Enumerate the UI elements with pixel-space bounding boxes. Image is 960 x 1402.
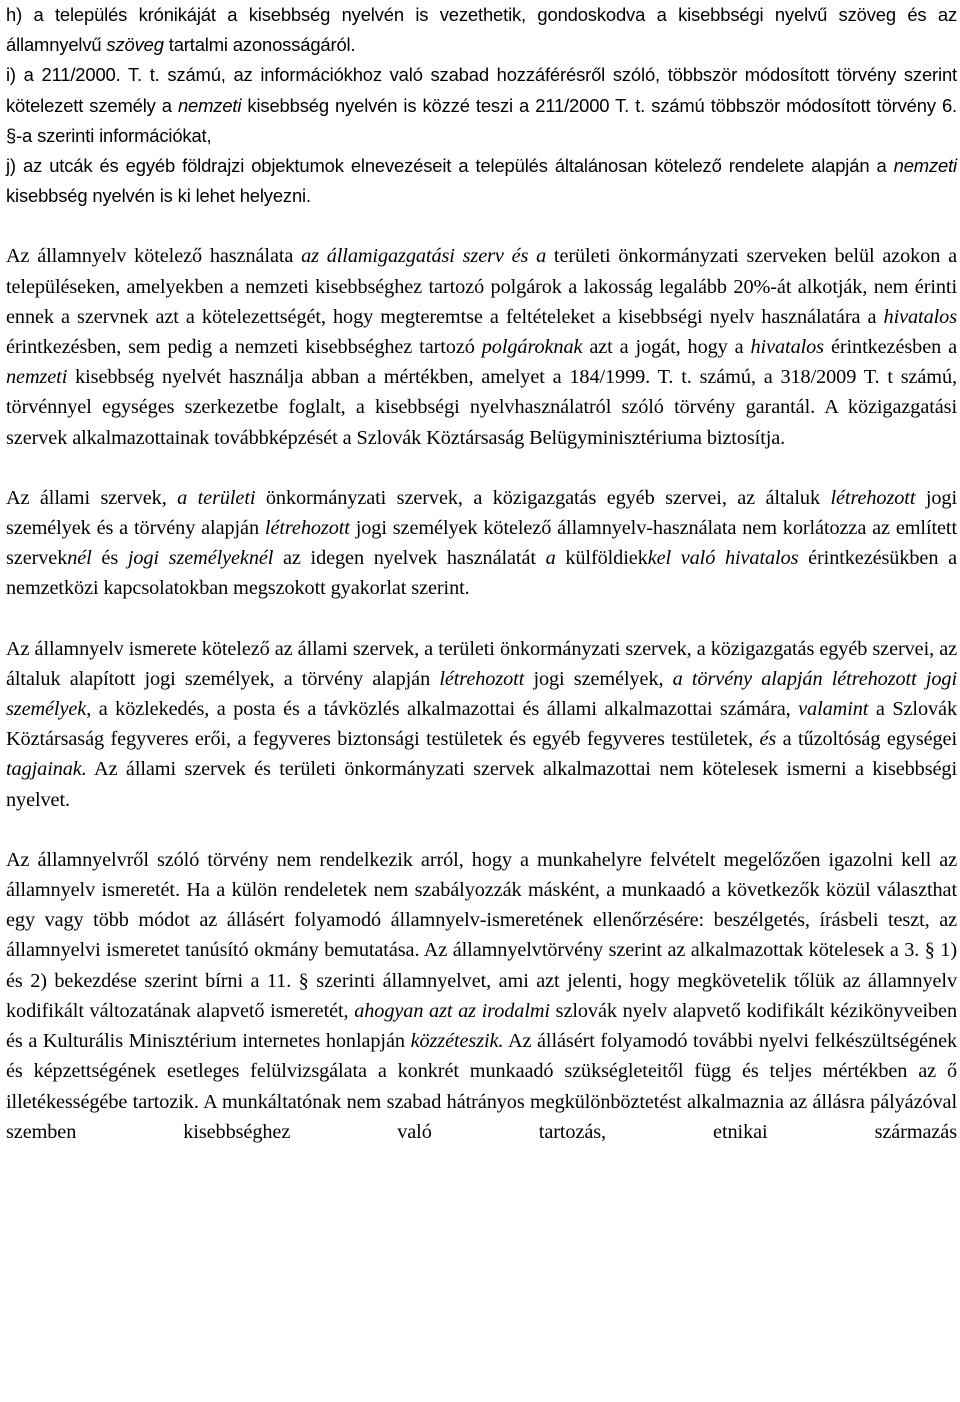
text-run: érintkezésben, sem pedig a nemzeti kisebbséghez tartozó <box>6 336 482 359</box>
italic-run: hivatalos <box>883 305 957 328</box>
text-run: Az állami szervek és területi önkormányzati szervek alkalmazottai nem kötelesek ismerni a kisebbségi nyelvet. <box>6 758 957 811</box>
italic-run: a törvény alapján létrehozott jogi személyek <box>6 667 957 721</box>
text-run: a Szlovák Köztársaság fegyveres erői, a fegyveres biztonsági testületek és egyéb fegyveres testületek, <box>6 698 957 751</box>
text-run: , a közlekedés, a posta és a távközlés alkalmazottai és állami alkalmazottai számára, <box>86 698 799 721</box>
italic-run: a <box>545 547 556 570</box>
italic-run: a területi <box>177 486 256 509</box>
italic-run: kel való hivatalos <box>647 547 799 570</box>
paragraph-employment <box>6 845 957 1147</box>
list-item-i <box>6 60 957 151</box>
list-item-h-italic: szöveg <box>106 34 164 56</box>
text-run: Az államnyelv ismerete kötelező az állami szervek, a területi önkormányzati szervek, a közigazgatás egyéb szervei, az általuk alapított jogi személyek, a törvény alapján <box>6 637 957 690</box>
list-item-j-italic: nemzeti <box>893 155 957 177</box>
paragraph-gap <box>6 815 957 845</box>
document-page <box>6 0 957 1147</box>
text-run: jogi személyek kötelező államnyelv-használata nem korlátozza az említett szervek <box>6 517 957 570</box>
paragraph-gap <box>6 211 957 241</box>
text-run: azt a jogát, hogy a <box>582 336 751 359</box>
list-item-j-text: j) az utcák és egyéb földrajzi objektumok elnevezéseit a település általánosan kötelező rendelete alapján a <box>6 155 894 177</box>
italic-run: hivatalos <box>750 336 824 359</box>
paragraph-gap <box>6 453 957 483</box>
paragraph-state-language-use <box>6 241 957 452</box>
text-run: kisebbség nyelvét használja abban a mértékben, amelyet a 184/1999. T. t. számú, a 318/2009 T. t számú, törvénnyel egységes szerkezetbe foglalt, a kisebbségi nyelvhasználatról szóló törvény garantál. A közigazgatási szervek alkalmazottainak továbbképzését a Szlovák Köztársaság Belügyminisztériuma biztosítja. <box>6 366 957 449</box>
list-item-i-text: i) a 211/2000. T. t. számú, az információkhoz való szabad hozzáférésről szóló, többször módosított törvény szerint kötelezett személy a <box>6 64 957 116</box>
text-run: érintkezésben a <box>823 336 957 359</box>
italic-run: ahogyan azt az irodalmi <box>354 999 550 1022</box>
text-run: érintkezésükben a nemzetközi kapcsolatokban megszokott gyakorlat szerint. <box>6 547 957 600</box>
text-run: jogi személyek, <box>524 667 673 690</box>
italic-run: létrehozott <box>830 486 916 509</box>
text-run: külföldiek <box>555 547 648 570</box>
text-run: önkormányzati szervek, a közigazgatás egyéb szervei, az általuk <box>255 486 831 509</box>
text-run: területi önkormányzati szerveken belül azokon a településeken, amelyekben a nemzeti kisebbséghez tartozó polgárok a lakosság legalább 20%-át alkotják, nem érinti ennek a szervnek azt a kötelezettségét, hogy megteremtse a feltételeket a kisebbségi nyelv használatára a <box>6 245 957 328</box>
italic-run: létrehozott <box>439 667 525 690</box>
paragraph-gap <box>6 604 957 634</box>
italic-run: tagjainak. <box>6 758 87 781</box>
text-run: és <box>91 547 128 570</box>
text-run: az idegen nyelvek használatát <box>273 547 546 570</box>
italic-run: nemzeti <box>6 366 68 389</box>
italic-run: létrehozott <box>264 517 350 540</box>
text-run: szlovák nyelv alapvető kodifikált kézikönyveiben és a Kulturális Minisztérium internetes honlapján <box>6 999 958 1053</box>
list-item-h-text-end: tartalmi azonosságáról. <box>163 34 356 56</box>
paragraph-foreign-languages <box>6 483 957 604</box>
italic-run: az államigazgatási szerv és a <box>301 245 547 268</box>
text-run: a tűzoltóság egységei <box>776 728 957 751</box>
italic-run: polgároknak <box>481 336 583 359</box>
text-run: jogi személyek és a törvény alapján <box>6 486 957 540</box>
text-run: Az állásért folyamodó további nyelvi felkészültségének és képzettségének esetleges felülvizsgálata a konkrét munkaadó szükségleteitől függ és teljes mértékben az ő illetékességébe tartozik. A munkáltatónak nem szabad hátrányos megkülönböztetést alkalmaznia az állásra pályázóval szemben kisebbséghez való tartozás, etnikai származás <box>6 1030 958 1143</box>
italic-run: közzéteszik. <box>410 1030 504 1053</box>
text-run: Az állami szervek, <box>6 486 178 509</box>
text-run: Az államnyelvről szóló törvény nem rendelkezik arról, hogy a munkahelyre felvételt megelőzően igazolni kell az államnyelv ismeretét. Ha a külön rendeletek nem szabályozzák másként, a munkaadó a következők közül választhat egy vagy több módot az állásért folyamodó államnyelv-ismeretének ellenőrzésére: beszélgetés, írásbeli teszt, az államnyelvi ismeretet tanúsító okmány bemutatása. Az államnyelvtörvény szerint az alkalmazottak kötelesek a 3. § 1) és 2) bekezdése szerint bírni a 11. § szerinti államnyelvet, ami azt jelenti, hogy megkövetelik tőlük az államnyelv kodifikált változatának alapvető ismeretét, <box>6 848 957 1022</box>
list-item-j <box>6 151 957 211</box>
italic-run: jogi személyeknél <box>127 547 274 570</box>
paragraph-language-knowledge <box>6 634 957 815</box>
list-item-i-text-end: kisebbség nyelvén is közzé teszi a 211/2000 T. t. számú többször módosított törvény 6. §-a szerinti információkat, <box>6 94 958 146</box>
text-run: Az államnyelv kötelező használata <box>6 245 302 268</box>
list-item-i-italic: nemzeti <box>177 94 242 116</box>
list-item-j-text-end: kisebbség nyelvén is ki lehet helyezni. <box>6 185 311 207</box>
italic-run: és <box>759 728 777 751</box>
list-item-h-text: h) a település krónikáját a kisebbség nyelvén is vezethetik, gondoskodva a kisebbségi nyelvű szöveg és az államnyelvű <box>6 4 957 56</box>
italic-run: nél <box>67 547 92 570</box>
list-item-h <box>6 0 957 60</box>
italic-run: valamint <box>798 698 869 721</box>
